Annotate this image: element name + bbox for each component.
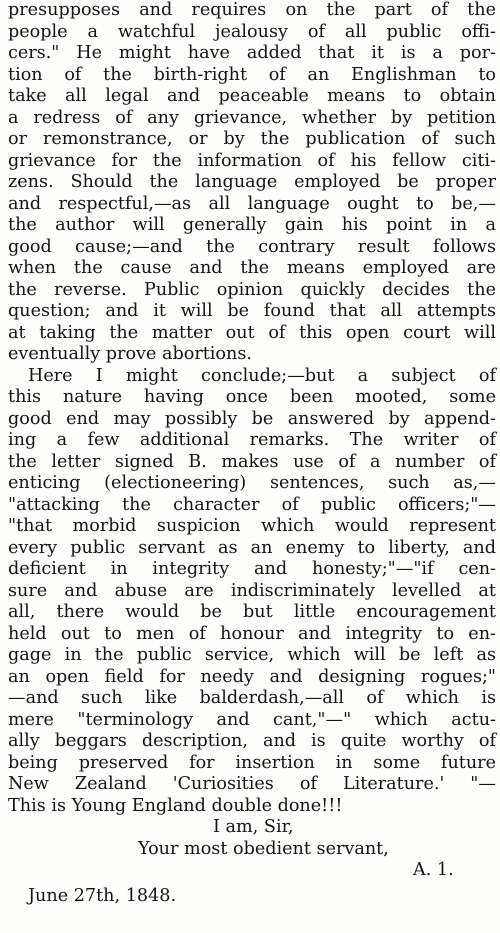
letter-closing (8, 817, 496, 882)
text-line: sure and abuse are indiscriminately levelled at (8, 580, 496, 601)
text-line: deficient in integrity and honesty;"—"if cen- (8, 559, 496, 579)
text-line: the author will generally gain his point in a (8, 215, 496, 235)
text-line: this nature having once been mooted, some (8, 387, 496, 407)
text-line: at taking the matter out of this open court will (8, 322, 496, 343)
text-line: an open field for needy and designing rogues;" (8, 666, 496, 687)
text-line: New Zealand 'Curiosities of Literature.' "— (8, 774, 496, 794)
text-line: gage in the public service, which will be left as (8, 645, 496, 665)
text-line: mere "terminology and cant,"—" which actu- (8, 709, 496, 730)
text-line: question; and it will be found that all attempts (8, 301, 496, 321)
text-line: Here I might conclude;—but a subject of (28, 365, 496, 386)
text-line: zens. Should the language employed be proper (8, 172, 496, 192)
closing-salutation: I am, Sir, (213, 817, 294, 837)
text-line: when the cause and the means employed are (8, 258, 496, 278)
text-line: ally beggars description, and is quite worthy of (8, 731, 496, 751)
letter-column (8, 0, 496, 910)
text-line: or remonstrance, or by the publication of such (8, 129, 496, 149)
text-line: grievance for the information of his fellow citi- (8, 150, 496, 171)
text-line: presupposes and requires on the part of the (8, 0, 496, 20)
text-line: and respectful,—as all language ought to be,— (8, 193, 496, 214)
text-line: —and such like balderdash,—all of which is (8, 688, 496, 708)
paragraph-conclusion (8, 366, 496, 818)
text-line: good cause;—and the contrary result follows (8, 236, 496, 257)
letter-date: June 27th, 1848. (28, 885, 177, 906)
text-line: people a watchful jealousy of all public offi- (8, 21, 496, 42)
text-line: tion of the birth-right of an Englishman to (8, 64, 496, 85)
text-line: good end may possibly be answered by append- (8, 408, 496, 429)
text-line: being preserved for insertion in some future (8, 752, 496, 773)
paragraph-continued (8, 0, 496, 366)
text-line: take all legal and peaceable means to obtain (8, 86, 496, 106)
text-line: a redress of any grievance, whether by petition (8, 107, 496, 128)
text-line: all, there would be but little encouragement (8, 602, 496, 622)
text-line: This is Young England double done!!! (8, 795, 343, 816)
text-line: "attacking the character of public officers;"— (8, 494, 496, 515)
text-line: enticing (electioneering) sentences, such as,— (8, 473, 496, 493)
text-line: eventually prove abortions. (8, 344, 252, 364)
text-line: "that morbid suspicion which would represent (8, 516, 496, 536)
text-line: the reverse. Public opinion quickly decides the (8, 279, 496, 300)
signature: A. 1. (413, 860, 454, 880)
text-line: every public servant as an enemy to liberty, and (8, 537, 496, 558)
text-line: held out to men of honour and integrity to en- (8, 623, 496, 644)
text-line: cers." He might have added that it is a por- (8, 43, 496, 63)
text-line: ing a few additional remarks. The writer of (8, 430, 496, 450)
closing-valediction: Your most obedient servant, (138, 838, 389, 859)
text-line: the letter signed B. makes use of a number of (8, 451, 496, 472)
